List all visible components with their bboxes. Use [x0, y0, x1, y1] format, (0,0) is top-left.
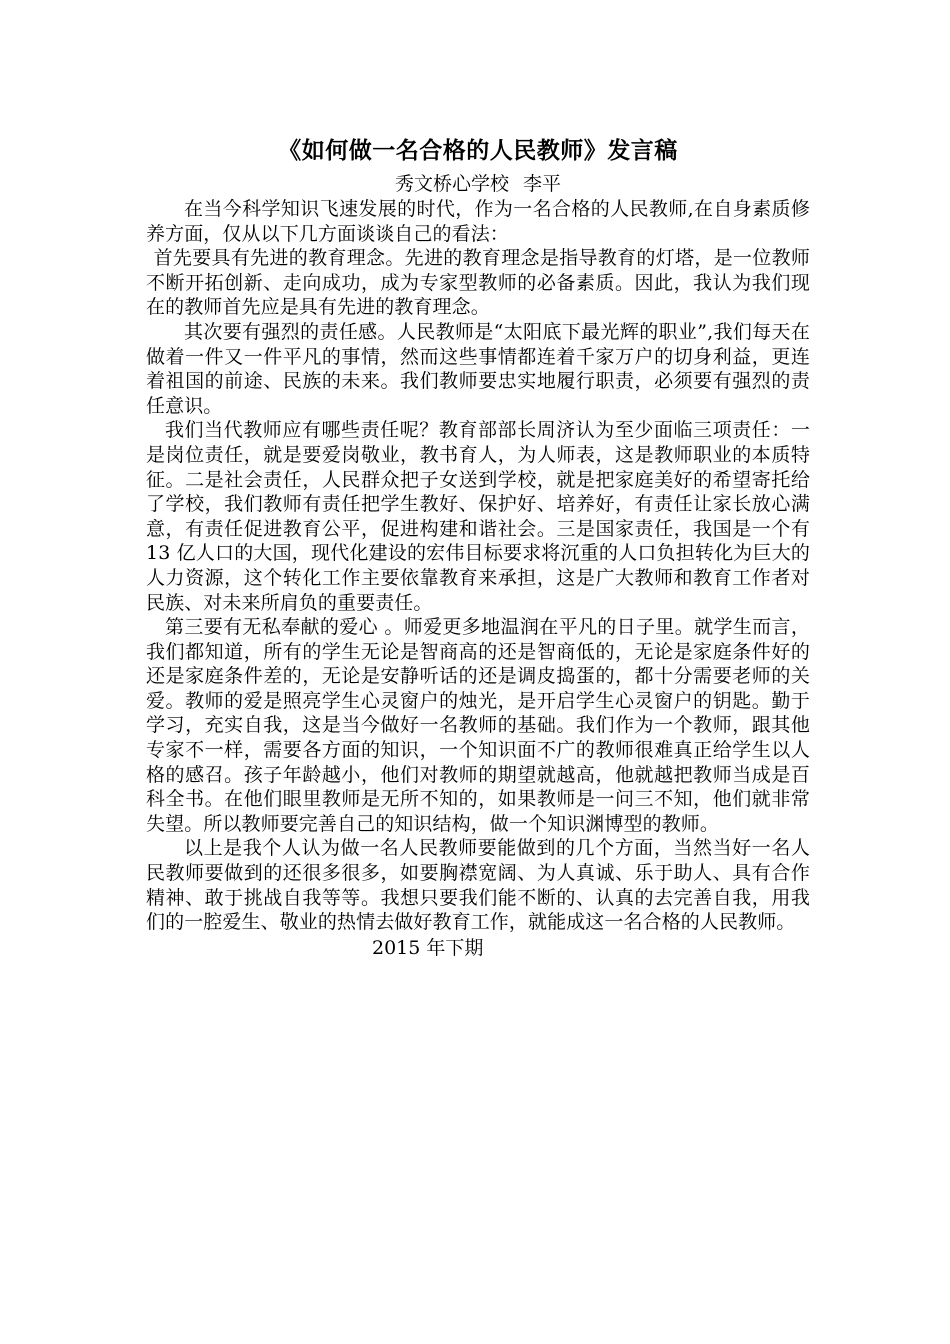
school-name: 秀文桥心学校	[394, 173, 509, 195]
document-date: 2015 年下期	[372, 936, 484, 959]
paragraph-education-concept: 首先要具有先进的教育理念。先进的教育理念是指导教育的灯塔，是一位教师不断开拓创新、走向成功，成为专家型教师的必备素质。因此，我认为我们现在的教师首先应是具有先进的教育理念。	[146, 247, 810, 319]
document-page	[146, 136, 810, 961]
document-title: 《如何做一名合格的人民教师》发言稿	[278, 138, 678, 164]
paragraph-intro: 在当今科学知识飞速发展的时代，作为一名合格的人民教师,在自身素质修养方面，仅从以下几方面谈谈自己的看法：	[146, 198, 810, 245]
author-name: 李平	[523, 173, 562, 195]
paragraph-three-responsibilities: 我们当代教师应有哪些责任呢？教育部部长周济认为至少面临三项责任：一是岗位责任，就是要爱岗敬业，教书育人，为人师表，这是教师职业的本质特征。二是社会责任，人民群众把子女送到学校，就是把家庭美好的希望寄托给了学校，我们教师有责任把学生教好、保护好、培养好，有责任让家长放心满意，有责任促进教育公平，促进构建和谐社会。三是国家责任，我国是一个有 13 亿人口的大国，现代化建设的宏伟目标要求将沉重的人口负担转化为巨大的人力资源，这个转化工作主要依靠教育来承担，这是广大教师和教育工作者对民族、对未来所肩负的重要责任。	[146, 419, 810, 614]
paragraph-conclusion: 以上是我个人认为做一名人民教师要能做到的几个方面，当然当好一名人民教师要做到的还很多很多，如要胸襟宽阔、为人真诚、乐于助人、具有合作精神、敢于挑战自我等等。我想只要我们能不断的、认真的去完善自我，用我们的一腔爱生、敬业的热情去做好教育工作，就能成这一名合格的人民教师。	[146, 837, 810, 934]
paragraph-dedication: 第三要有无私奉献的爱心 。师爱更多地温润在平凡的日子里。就学生而言，我们都知道，所有的学生无论是智商高的还是智商低的，无论是家庭条件好的还是家庭条件差的，无论是安静听话的还是调皮捣蛋的，都十分需要老师的关爱。教师的爱是照亮学生心灵窗户的烛光，是开启学生心灵窗户的钥匙。勤于学习，充实自我，这是当今做好一名教师的基础。我们作为一个教师，跟其他专家不一样，需要各方面的知识，一个知识面不广的教师很难真正给学生以人格的感召。孩子年龄越小，他们对教师的期望就越高，他就越把教师当成是百科全书。在他们眼里教师是无所不知的，如果教师是一问三不知，他们就非常失望。所以教师要完善自己的知识结构，做一个知识渊博型的教师。	[146, 616, 810, 835]
byline	[146, 172, 810, 197]
paragraph-responsibility: 其次要有强烈的责任感。人民教师是“太阳底下最光辉的职业”,我们每天在做着一件又一件平凡的事情，然而这些事情都连着千家万户的切身利益，更连着祖国的前途、民族的未来。我们教师要忠实地履行职责，必须要有强烈的责任意识。	[146, 320, 810, 417]
